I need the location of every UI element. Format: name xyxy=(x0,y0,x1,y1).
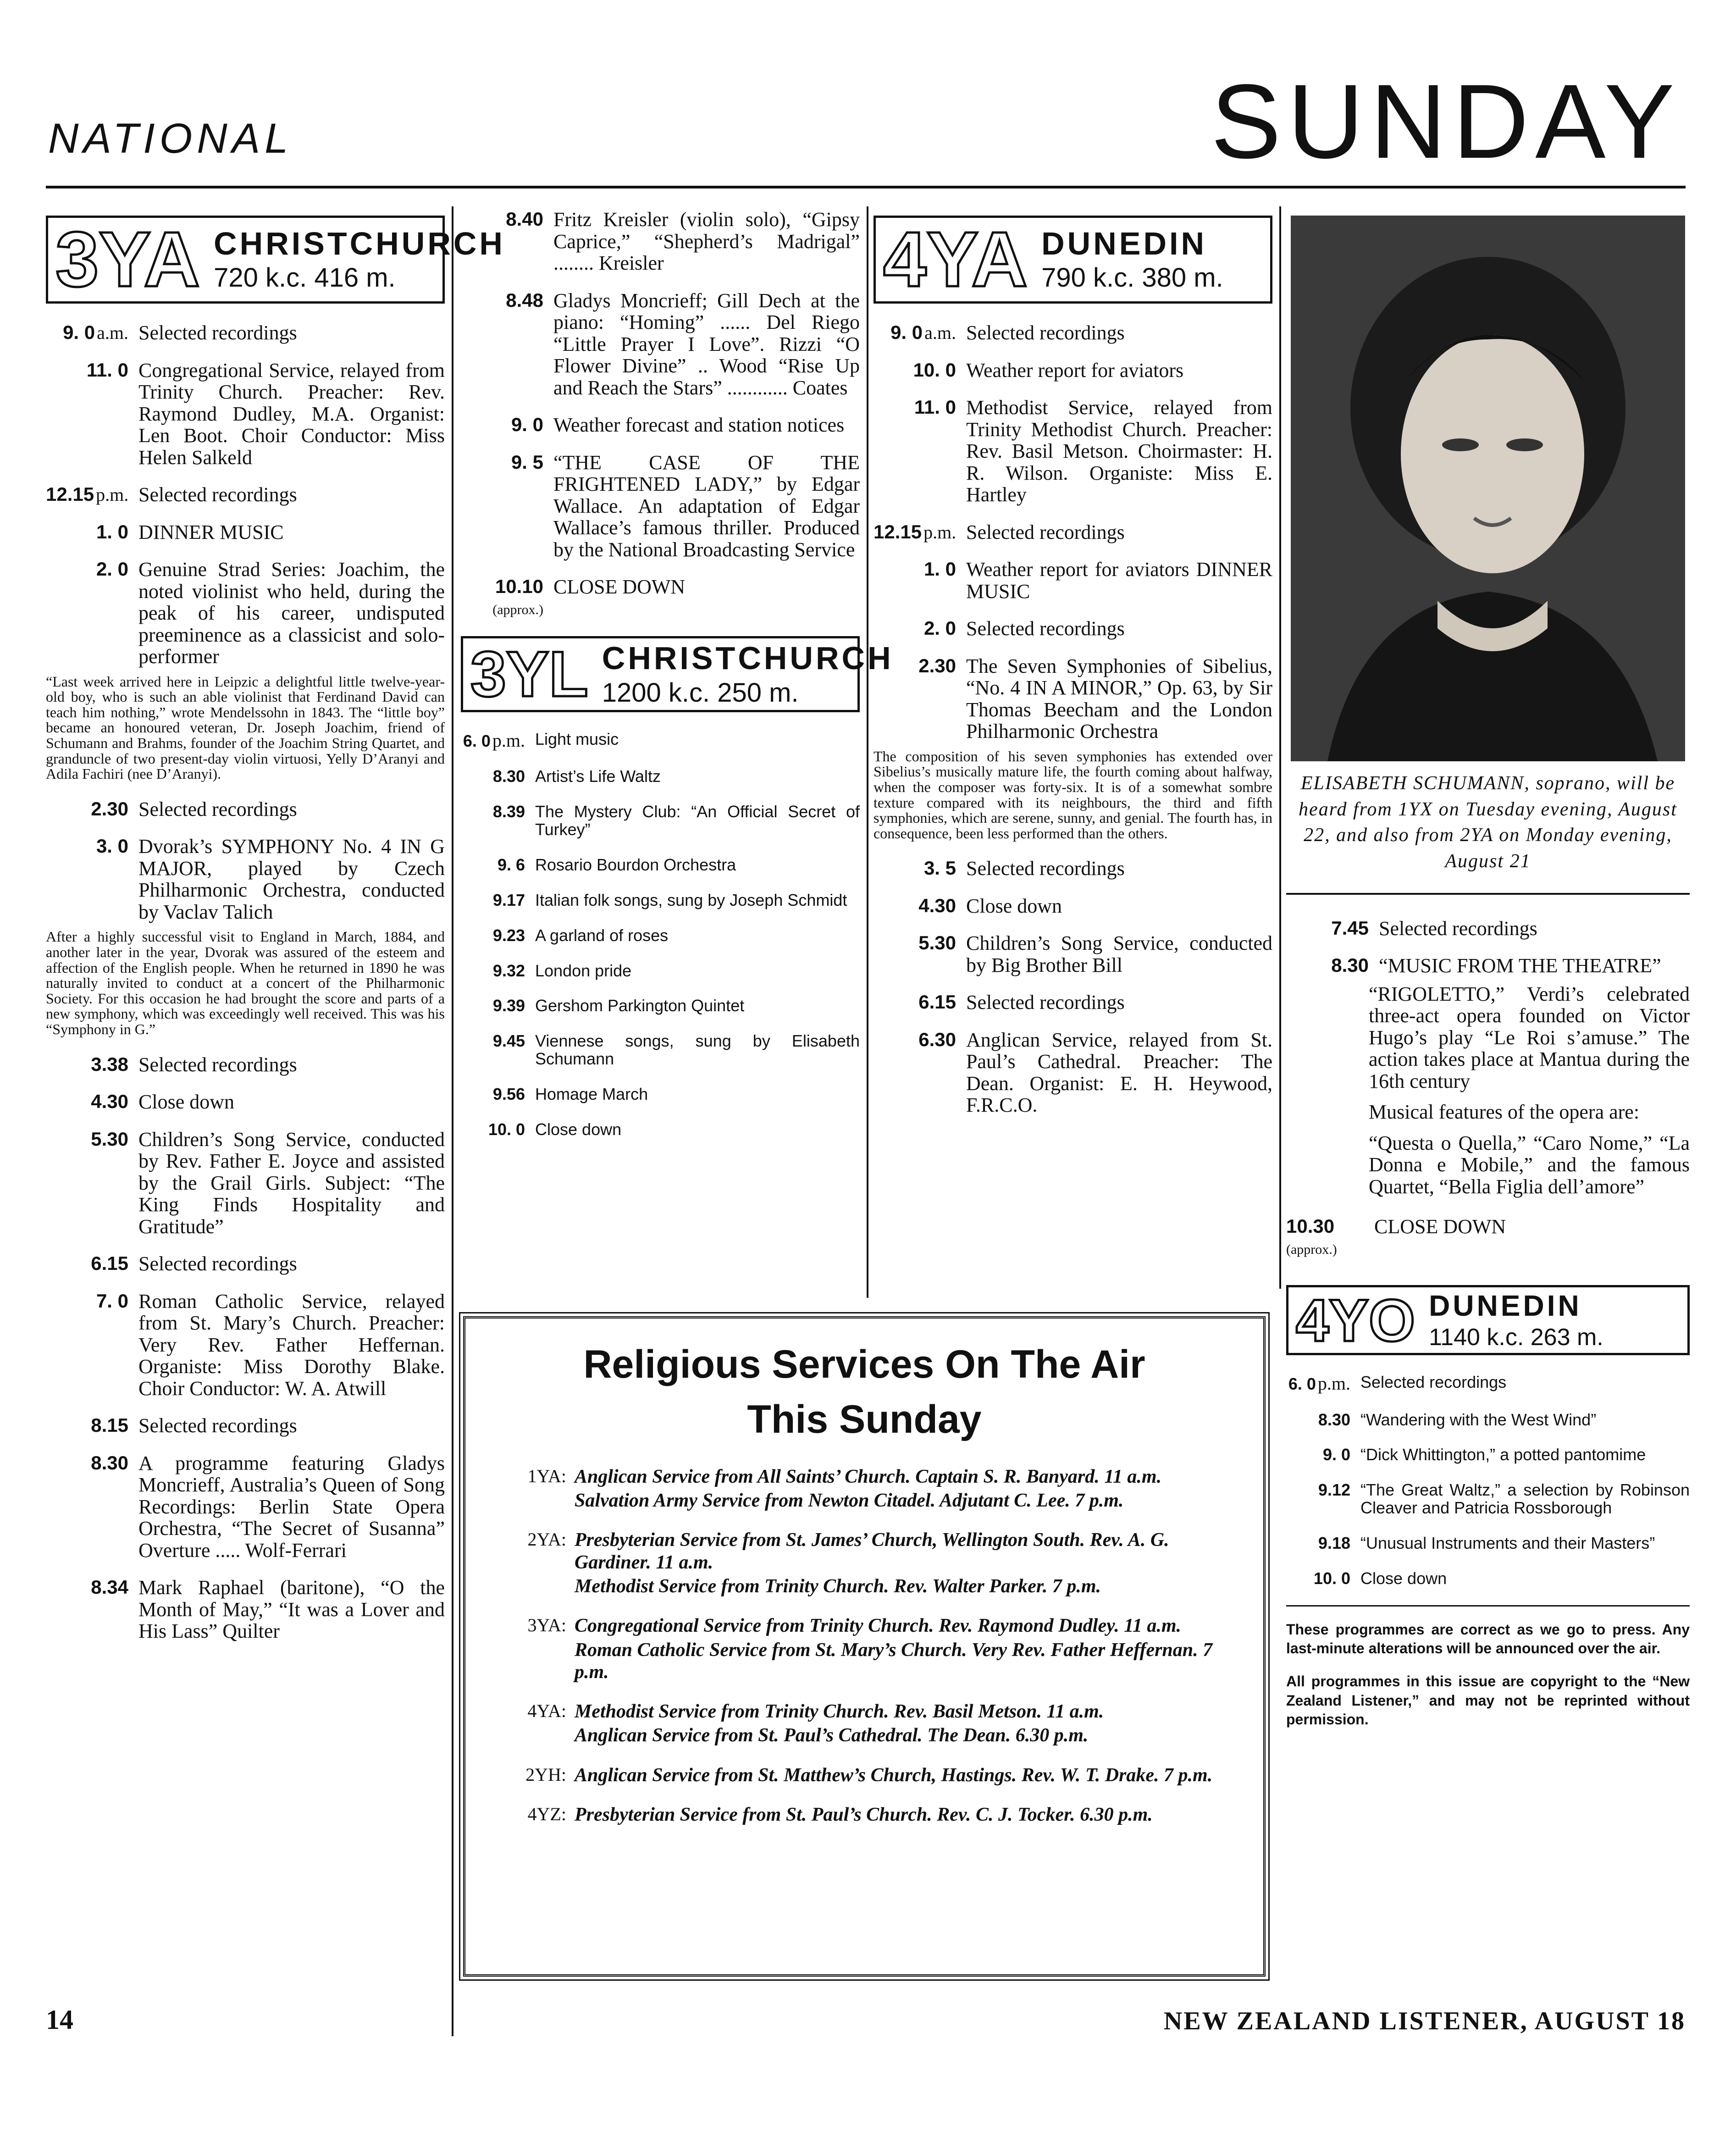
programme-time: 8.40 xyxy=(506,208,543,230)
religious-services-subtitle: This Sunday xyxy=(747,1397,982,1442)
programme-time: 8.30 xyxy=(492,767,525,786)
caption-rule xyxy=(1286,893,1690,895)
disclaimer-alterations: These programmes are correct as we go to press. Any last-minute alterations will be announced over the air. xyxy=(1286,1621,1690,1657)
programme-description: Artist’s Life Waltz xyxy=(535,767,661,786)
programme-item xyxy=(874,895,1272,917)
programme-item xyxy=(874,1029,1272,1116)
programme-description: London pride xyxy=(535,961,632,980)
programme-time: 5.30 xyxy=(91,1128,128,1150)
programme-time: 9.23 xyxy=(492,925,525,945)
publication-footer: NEW ZEALAND LISTENER, AUGUST 18 xyxy=(1163,2007,1686,2035)
service-line: Methodist Service from Trinity Church. Rev. Basil Metson. 11 a.m. xyxy=(575,1701,1104,1723)
programme-item xyxy=(1286,1535,1690,1552)
programme-item xyxy=(874,932,1272,976)
religious-service-row xyxy=(493,1804,1236,1828)
programme-time: 2. 0 xyxy=(923,617,956,639)
station-code: 4YA: xyxy=(527,1701,566,1722)
column-divider xyxy=(452,206,453,2036)
programme-description: Selected recordings xyxy=(966,321,1125,344)
programme-time: 2.30 xyxy=(918,654,956,676)
programme-note: “Last week arrived here in Leipzic a delightful little twelve-year-old boy, who is such an able violinist that Ferdinand David can teach him nothing,” wrote Mendelssohn in 1843. The “little boy” became an honoured veteran, Dr. Joseph Joachim, friend of Schumann and Brahms, founder of the Joachim String Quartet, and granduncle of two present-day violin virtuosi, Yelly D’Aranyi and Adila Fachiri (nee D’Aranyi). xyxy=(46,673,445,782)
programme-description: CLOSE DOWN xyxy=(1374,1215,1506,1238)
station-header-3yl xyxy=(461,636,894,712)
programme-description: Mark Raphael (baritone), “O the Month of May,” “It was a Lover and His Lass” Quilter xyxy=(138,1576,445,1643)
programme-time: 3.38 xyxy=(91,1053,128,1075)
programme-item xyxy=(461,209,860,274)
programme-time: 9.17 xyxy=(492,890,525,909)
programme-description: Close down xyxy=(966,894,1062,917)
programme-item xyxy=(46,1577,445,1642)
service-details xyxy=(575,1701,1236,1749)
portrait-photo xyxy=(1291,216,1685,761)
programme-item xyxy=(1286,918,1690,940)
programme-time: 6.15 xyxy=(91,1252,128,1274)
programme-description: “Unusual Instruments and their Masters” xyxy=(1360,1534,1655,1553)
programme-item xyxy=(46,798,445,820)
programme-time: 9.12 xyxy=(1318,1480,1350,1500)
programme-item xyxy=(461,1032,860,1068)
religious-services-box xyxy=(463,1316,1266,1977)
programme-description: Congregational Service, relayed from Trinity Church. Preacher: Rev. Raymond Dudley, M.A. Organist: Len Boot. Choir Conductor: Miss Helen Salkeld xyxy=(138,359,445,469)
column-divider xyxy=(867,206,868,1298)
programme-item xyxy=(1286,955,1690,977)
service-line: Presbyterian Service from St. Paul’s Church. Rev. C. J. Tocker. 6.30 p.m. xyxy=(575,1804,1153,1826)
programme-description: “Dick Whittington,” a potted pantomime xyxy=(1360,1445,1646,1464)
programme-time: 8.48 xyxy=(506,289,543,311)
programme-item xyxy=(46,521,445,543)
station-call-sign: 3YA xyxy=(55,216,200,303)
service-details xyxy=(575,1615,1236,1685)
column-4ya-4yo xyxy=(1286,216,1690,1729)
programme-note: The composition of his seven symphonies has extended over Sibelius’s musically mature life, the fourth coming about halfway, when the composer was forty-six. It is of a somewhat sombre texture compared with its neighbours, the third and fifth symphonies, which are serene, sunny, and genial. The fourth has, in consequence, been less performed than the others. xyxy=(874,748,1272,842)
station-code: 3YA: xyxy=(527,1615,566,1636)
column-4ya xyxy=(874,216,1272,1132)
programme-time: 5.30 xyxy=(918,932,956,954)
religious-service-row xyxy=(493,1529,1236,1599)
programme-note: After a highly successful visit to England in March, 1884, and another later in the year, Dvorak was assured of the esteem and affection of the English people. When he returned in 1890 he was naturally invited to conduct at a concert of the Philharmonic Society. For this occasion he had brought the score and parts of a new symphony, which was exceedingly well received. This was his “Symphony in G.” xyxy=(46,928,445,1037)
programme-description: Anglican Service, relayed from St. Paul’s Cathedral. Preacher: The Dean. Organist: E. H. Heywood, F.R.C.O. xyxy=(966,1028,1272,1117)
programme-item xyxy=(46,1054,445,1076)
programme-description: Weather forecast and station notices xyxy=(553,414,845,437)
programme-description: Selected recordings xyxy=(966,617,1125,640)
programme-description: Selected recordings xyxy=(966,991,1125,1014)
station-header-4yo xyxy=(1286,1285,1690,1355)
programme-item xyxy=(461,962,860,980)
service-line: Anglican Service from St. Matthew’s Church, Hastings. Rev. W. T. Drake. 7 p.m. xyxy=(575,1764,1213,1786)
programme-item xyxy=(874,521,1272,543)
programme-description: Selected recordings xyxy=(138,1414,297,1437)
programme-item xyxy=(461,803,860,839)
programme-item xyxy=(46,322,445,344)
programme-time: 6. 0 p.m. xyxy=(1288,1373,1350,1394)
programme-time: 9. 0 a.m. xyxy=(63,321,128,343)
programme-time: 3. 5 xyxy=(923,857,956,879)
programme-time: 2. 0 xyxy=(96,558,128,580)
religious-service-row xyxy=(493,1764,1236,1788)
service-line: Salvation Army Service from Newton Citadel. Adjutant C. Lee. 7 p.m. xyxy=(575,1490,1124,1512)
programme-time: 9.39 xyxy=(492,996,525,1015)
station-code: 2YH: xyxy=(525,1764,566,1785)
programme-description: Selected recordings xyxy=(138,483,297,506)
opera-features-intro: Musical features of the opera are: xyxy=(1369,1101,1640,1124)
programme-item xyxy=(874,397,1272,506)
programme-time: 8.15 xyxy=(91,1414,128,1436)
station-frequency: 1140 k.c. 263 m. xyxy=(1429,1324,1603,1351)
programme-item xyxy=(874,655,1272,742)
programme-item xyxy=(1286,1481,1690,1517)
programme-item xyxy=(1286,1446,1690,1464)
programme-description: Roman Catholic Service, relayed from St. Mary’s Church. Preacher: Very Rev. Father Heffernan. Organiste: Miss Dorothy Blake. Choir Conductor: W. A. Atwill xyxy=(138,1290,445,1400)
service-line: Anglican Service from St. Paul’s Cathedral. The Dean. 6.30 p.m. xyxy=(575,1725,1089,1746)
programme-time: 10. 0 xyxy=(488,1119,525,1139)
programme-item xyxy=(1286,1216,1690,1258)
programme-item xyxy=(461,731,860,750)
programme-description: Dvorak’s SYMPHONY No. 4 IN G MAJOR, played by Czech Philharmonic Orchestra, conducted by Vaclav Talich xyxy=(138,835,445,923)
programme-description: Selected recordings xyxy=(1379,917,1537,940)
programme-description: Close down xyxy=(138,1091,234,1114)
station-code: 1YA: xyxy=(527,1465,566,1486)
programme-description: “Wandering with the West Wind” xyxy=(1360,1410,1597,1429)
station-call-sign: 4YA xyxy=(883,216,1028,303)
programme-time: 6.15 xyxy=(918,991,956,1013)
religious-service-row xyxy=(493,1701,1236,1749)
page-number: 14 xyxy=(46,2005,73,2035)
programme-description: Homage March xyxy=(535,1085,648,1104)
disclaimer-copyright: All programmes in this issue are copyright to the “New Zealand Listener,” and may not be reprinted without permission. xyxy=(1286,1673,1690,1728)
programme-item xyxy=(46,1452,445,1562)
programme-time: 10. 0 xyxy=(1313,1568,1350,1588)
disclaimer-rule xyxy=(1286,1605,1690,1607)
service-details xyxy=(575,1804,1236,1828)
programme-time: 8.39 xyxy=(492,802,525,821)
programme-description: CLOSE DOWN xyxy=(553,576,686,598)
day-title: SUNDAY xyxy=(1211,62,1681,180)
programme-description: Children’s Song Service, conducted by Big Brother Bill xyxy=(966,932,1272,976)
programme-time: 9. 5 xyxy=(511,451,543,473)
service-details xyxy=(575,1466,1236,1514)
programme-item xyxy=(46,1253,445,1275)
programme-description: A programme featuring Gladys Moncrieff, Australia’s Queen of Song Recordings: Berlin State Opera Orchestra, “The Secret of Susanna” Overture ..... Wolf-Ferrari xyxy=(138,1452,445,1562)
programme-time: 9. 0 xyxy=(511,414,543,436)
programme-description: Italian folk songs, sung by Joseph Schmidt xyxy=(535,890,847,909)
programme-description: Fritz Kreisler (violin solo), “Gipsy Caprice,” “Shepherd’s Madrigal” ........ Kreisler xyxy=(553,208,860,275)
station-header-3ya xyxy=(46,216,505,304)
programme-item xyxy=(461,290,860,399)
programme-description: Rosario Bourdon Orchestra xyxy=(535,855,736,874)
portrait-image xyxy=(1291,216,1685,761)
service-details xyxy=(575,1529,1236,1599)
station-name: CHRISTCHURCH xyxy=(214,225,505,261)
programme-time: 9.18 xyxy=(1318,1534,1350,1553)
programme-description: A garland of roses xyxy=(535,925,669,945)
programme-item xyxy=(461,1121,860,1139)
station-frequency: 720 k.c. 416 m. xyxy=(214,263,396,293)
station-name: DUNEDIN xyxy=(1429,1289,1582,1323)
programme-time: 9.56 xyxy=(492,1085,525,1104)
programme-time: 2.30 xyxy=(91,798,128,820)
programme-description: Methodist Service, relayed from Trinity Methodist Church. Preacher: Rev. Basil Metson. Choirmaster: H. R. Wilson. Organiste: Miss E. Hartley xyxy=(966,396,1272,506)
programme-time: 7.45 xyxy=(1331,917,1369,939)
programme-item xyxy=(461,1086,860,1103)
service-details xyxy=(575,1764,1236,1788)
section-label: NATIONAL xyxy=(48,115,293,162)
programme-description: Selected recordings xyxy=(138,1252,297,1275)
programme-item xyxy=(1286,1411,1690,1429)
programme-time: 9. 6 xyxy=(497,855,525,874)
programme-item xyxy=(46,360,445,469)
programme-description: DINNER MUSIC xyxy=(138,521,284,543)
programme-item xyxy=(874,322,1272,344)
programme-time: 10. 0 xyxy=(913,359,956,381)
programme-time: 4.30 xyxy=(918,894,956,916)
programme-time: 9. 0 a.m. xyxy=(890,321,956,343)
programme-time: 10.10 (approx.) xyxy=(492,576,543,617)
programme-time: 6.30 xyxy=(918,1028,956,1050)
service-line: Congregational Service from Trinity Church. Rev. Raymond Dudley. 11 a.m. xyxy=(575,1615,1182,1637)
programme-time: 9. 0 xyxy=(1322,1445,1350,1464)
station-call-sign: 3YL xyxy=(470,638,588,710)
programme-time: 12.15 p.m. xyxy=(874,521,956,543)
station-frequency: 790 k.c. 380 m. xyxy=(1041,263,1223,293)
column-3ya-3yl xyxy=(461,208,894,1156)
programme-description: Selected recordings xyxy=(138,798,297,820)
programme-description: Close down xyxy=(535,1119,622,1139)
programme-description: The Seven Symphonies of Sibelius, “No. 4 IN A MINOR,” Op. 63, by Sir Thomas Beecham and the London Philharmonic Orchestra xyxy=(966,654,1272,743)
photo-caption: ELISABETH SCHUMANN, soprano, will be heard from 1YX on Tuesday evening, August 22, and also from 2YA on Monday evening, August 21 xyxy=(1299,773,1677,872)
programme-description: Weather report for aviators DINNER MUSIC xyxy=(966,558,1272,603)
programme-item xyxy=(874,858,1272,880)
programme-time: 1. 0 xyxy=(923,558,956,580)
programme-description: Genuine Strad Series: Joachim, the noted violinist who held, during the peak of his career, undisputed preeminence as a classicist and solo-performer xyxy=(138,558,445,668)
programme-time: 8.34 xyxy=(91,1576,128,1598)
programme-description: Light music xyxy=(535,730,619,749)
service-line: Presbyterian Service from St. James’ Church, Wellington South. Rev. A. G. Gardiner. 11 a.m. xyxy=(575,1529,1169,1573)
programme-item xyxy=(46,559,445,668)
programme-time: 11. 0 xyxy=(86,359,128,381)
programme-item xyxy=(46,1129,445,1238)
programme-time: 4.30 xyxy=(91,1091,128,1113)
header-rule xyxy=(46,186,1686,188)
programme-description: Gladys Moncrieff; Gill Dech at the piano: “Homing” ...... Del Riego “Little Prayer I Love”. Rizzi “O Flower Divine” .. Wood “Rise Up and Reach the Stars” ............ Coates xyxy=(553,289,860,399)
programme-item xyxy=(461,892,860,909)
station-frequency: 1200 k.c. 250 m. xyxy=(602,677,799,708)
programme-time: 3. 0 xyxy=(96,835,128,857)
programme-item xyxy=(1286,1570,1690,1588)
programme-item xyxy=(461,856,860,874)
programme-item xyxy=(46,836,445,923)
programme-description: Selected recordings xyxy=(138,1053,297,1076)
programme-time: 8.30 xyxy=(1331,954,1369,976)
station-call-sign: 4YO xyxy=(1296,1286,1415,1354)
programme-time: 11. 0 xyxy=(914,396,956,418)
religious-service-row xyxy=(493,1615,1236,1685)
programme-description: Selected recordings xyxy=(966,521,1125,543)
programme-description: “THE CASE OF THE FRIGHTENED LADY,” by Edgar Wallace. An adaptation of Edgar Wallace’s famous thriller. Produced by the National Broadcasting Service xyxy=(553,451,860,561)
programme-description: “MUSIC FROM THE THEATRE” xyxy=(1379,954,1661,977)
programme-item xyxy=(46,1291,445,1400)
programme-time: 8.30 xyxy=(1318,1410,1350,1429)
programme-time: 7. 0 xyxy=(96,1290,128,1312)
station-header-4ya xyxy=(874,216,1272,304)
programme-item xyxy=(1286,1374,1690,1393)
programme-item xyxy=(461,768,860,786)
programme-time: 9.32 xyxy=(492,961,525,980)
programme-item xyxy=(874,559,1272,602)
programme-description: Selected recordings xyxy=(1360,1373,1507,1392)
programme-description: The Mystery Club: “An Official Secret of Turkey” xyxy=(535,802,860,839)
programme-time: 8.30 xyxy=(91,1452,128,1474)
programme-time: 10.30 (approx.) xyxy=(1286,1215,1337,1257)
service-line: Roman Catholic Service from St. Mary’s Church. Very Rev. Father Heffernan. 7 p.m. xyxy=(575,1639,1213,1683)
programme-item xyxy=(461,997,860,1015)
programme-item xyxy=(46,1415,445,1437)
programme-item xyxy=(461,576,860,618)
programme-description: Gershom Parkington Quintet xyxy=(535,996,745,1015)
station-name: CHRISTCHURCH xyxy=(602,640,894,676)
programme-description: Viennese songs, sung by Elisabeth Schumann xyxy=(535,1031,860,1069)
programme-description: “The Great Waltz,” a selection by Robinson Cleaver and Patricia Rossborough xyxy=(1360,1480,1690,1518)
station-code: 2YA: xyxy=(527,1529,566,1550)
column-divider xyxy=(1279,206,1281,1289)
programme-description: Weather report for aviators xyxy=(966,359,1184,382)
programme-description: Selected recordings xyxy=(966,857,1125,880)
programme-item xyxy=(461,414,860,436)
opera-description xyxy=(1369,983,1690,1198)
programme-item xyxy=(874,360,1272,382)
programme-item xyxy=(874,992,1272,1014)
religious-service-row xyxy=(493,1466,1236,1514)
programme-time: 6. 0 p.m. xyxy=(463,730,525,751)
service-line: Anglican Service from All Saints’ Church. Captain S. R. Banyard. 11 a.m. xyxy=(575,1466,1162,1487)
programme-item xyxy=(874,618,1272,640)
programme-description: Close down xyxy=(1360,1568,1447,1588)
programme-time: 9.45 xyxy=(492,1031,525,1051)
programme-description: Selected recordings xyxy=(138,321,297,344)
opera-summary: “RIGOLETTO,” Verdi’s celebrated three-act opera founded on Victor Hugo’s play “Le Roi s’amuse.” The action takes place at Mantua during the 16th century xyxy=(1369,982,1690,1092)
programme-description: Children’s Song Service, conducted by Rev. Father E. Joyce and assisted by the Grail Girls. Subject: “The King Finds Hospitality and Gratitude” xyxy=(138,1128,445,1238)
opera-features-list: “Questa o Quella,” “Caro Nome,” “La Donna e Mobile,” and the famous Quartet, “Bella Figlia dell’amore” xyxy=(1369,1131,1690,1198)
station-name: DUNEDIN xyxy=(1041,225,1207,261)
religious-services-title: Religious Services On The Air xyxy=(583,1342,1145,1386)
programme-item xyxy=(46,1091,445,1113)
service-line: Methodist Service from Trinity Church. Rev. Walter Parker. 7 p.m. xyxy=(575,1575,1101,1597)
programme-time: 1. 0 xyxy=(96,521,128,543)
programme-time: 12.15 p.m. xyxy=(46,483,129,505)
programme-item xyxy=(461,452,860,561)
station-code: 4YZ: xyxy=(527,1804,566,1825)
programme-item xyxy=(46,484,445,506)
programme-item xyxy=(461,927,860,945)
